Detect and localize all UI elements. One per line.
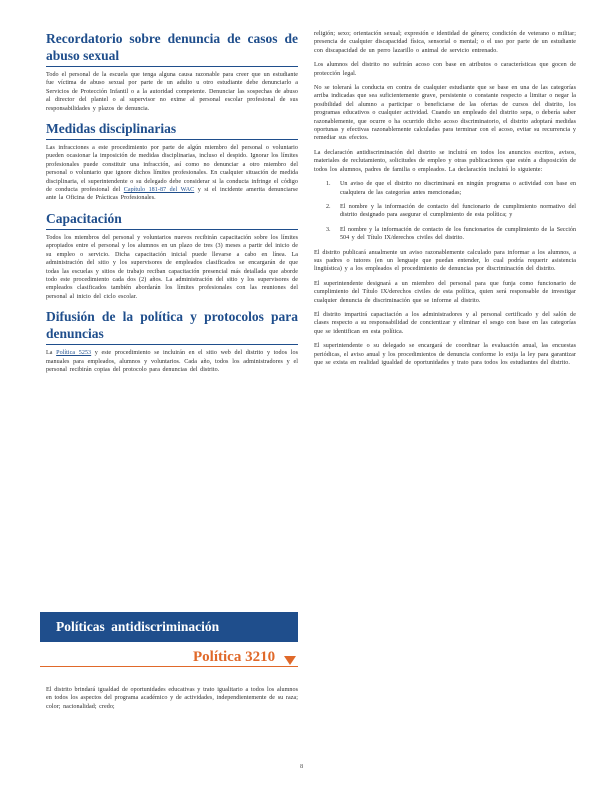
list-item [326, 226, 576, 243]
list-text: Un aviso de que el distrito no discriminará en ningún programa o actividad con base en cualquiera de las categorías antes mencionadas; [340, 181, 576, 196]
policy-divider [40, 666, 298, 667]
left-column [46, 30, 298, 381]
paragraph: religión; sexo; orientación sexual; expresión e identidad de género; condición de veterano o militar; presencia de cualquier discapacidad física, sensorial o mental; o el uso por parte de un estudiante con discapacidad de un perro lazarillo o animal de servicio entrenado. [314, 31, 576, 54]
list-item [326, 180, 576, 197]
section-title: Recordatorio sobre denuncia de casos de abuso sexual [46, 31, 298, 63]
section-title: Capacitación [46, 210, 122, 226]
section-title: Difusión de la política y protocolos para denuncias [46, 309, 298, 342]
list-number: 2. [326, 203, 331, 210]
section-dissemination [46, 308, 298, 374]
triangle-down-icon [284, 656, 296, 665]
section-training [46, 210, 298, 301]
list-text: El nombre y la información de contacto del funcionario de cumplimiento normativo del distrito designado para asegurar el cumplimiento de esta política; y [340, 203, 576, 219]
body-text: y este procedimiento se incluirán en el sitio web del distrito y todos los manuales para empleados, alumnos y voluntarios. Cada año, todos los administradores y el personal recibirán copias del protocolo para denuncias del distrito. [46, 350, 298, 373]
section-body [46, 349, 298, 374]
paragraph: Los alumnos del distrito no sufrirán acoso con base en atributos o características que gocen de protección legal. [314, 62, 576, 77]
paragraph: El superintendente o su delegado se encargará de coordinar la evaluación anual, las encuestas periódicas, el aviso anual y los procedimientos de denuncia conforme lo exija la ley para garantizar que se exista en realidad igualdad de oportunidades y trato para todos los estudiantes del distrito. [314, 343, 576, 366]
wac-chapter-link[interactable]: Capítulo 181-87 del WAC [123, 187, 195, 194]
body-text: La [46, 350, 57, 357]
statement-requirements-list [314, 180, 576, 242]
section-divider [46, 66, 298, 67]
list-text: El nombre y la información de contacto de los funcionarios de cumplimiento de la Sección 504 y del Título IX/derechos civiles del distrito. [340, 226, 576, 242]
section-abuse-reporting [46, 30, 298, 113]
section-title: Medidas disciplinarias [46, 121, 177, 137]
intro-text: El distrito brindará igualdad de oportunidades educativas y trato igualitario a todos los alumnos en todos los aspectos del programa académico y de actividades, independientemente de su raza; color; nacionalidad; credo; [46, 687, 298, 710]
body-text: Las infracciones a este procedimiento por parte de algún miembro del personal o voluntario pueden ocasionar la imposición de medidas disciplinarias, incluso el despido. Ignorar los límites profesionales puede constituir una infracción, así como no denunciar a otro miembro del personal o voluntario que ignore dichos límites profesionales. En cualquier situación de medida disciplinaria, el superintendente o su delegado debe considerar si la conducta infringe el código de conducta profesional del [46, 145, 298, 194]
policy-5253-link[interactable]: Política 5253 [56, 350, 92, 357]
section-divider [46, 139, 298, 140]
policy-intro [46, 686, 298, 711]
section-body: Todo el personal de la escuela que tenga alguna causa razonable para creer que un estudiante fue víctima de abuso sexual por parte de un adulto u otro estudiante debe denunciarlo a Servicios de Protección Infantil o a la autoridad competente. Denunciar las sospechas de abuso al director del plantel o al supervisor no exime al personal escolar profesional de sus responsabilidades y plazos de denuncia. [46, 72, 298, 112]
section-divider [46, 229, 298, 230]
section-body [46, 144, 298, 203]
paragraph: El distrito impartirá capacitación a los administradores y al personal certificado y del salón de clases respecto a su responsabilidad de concientizar y eliminar el sesgo con base en las categorías que se identifican en esta política. [314, 311, 576, 335]
paragraph: El distrito publicará anualmente un aviso razonablemente calculado para informar a los alumnos, a sus padres o tutores (en un lenguaje que puedan entender, lo cual podría requerir asistencia lingüística) y a los empleados el procedimiento de denuncias por discriminación del distrito. [314, 249, 576, 273]
paragraph: No se tolerará la conducta en contra de cualquier estudiante que se base en una de las categorías arriba indicadas que sea suficientemente grave, persistente o constante respecto a limitar o negar la posibilidad del alumno a participar o beneficiarse de las ofertas de cursos del distrito, los programas educativos o cualquier actividad. Cuando un empleado del distrito sepa, o debería saber razonablemente, que ocurre o ha ocurrido dicho acoso discriminatorio, el distrito adoptará medidas oportunas y efectivas razonablemente calculadas para terminar con el acoso, evitar su recurrencia y remediar sus efectos. [314, 85, 576, 142]
page-number: 8 [300, 763, 304, 770]
paragraph: La declaración antidiscriminación del distrito se incluirá en todos los anuncios escritos, avisos, materiales de reclutamiento, solicitudes de empleo y otras publicaciones que estén a disposición de todos los alumnos, padres de familia o empleados. La declaración incluirá lo siguiente: [314, 149, 576, 173]
section-discipline [46, 120, 298, 203]
section-divider [46, 344, 298, 345]
section-body: Todos los miembros del personal y voluntarios nuevos recibirán capacitación sobre los límites apropiados entre el personal y los alumnos en un plazo de tres (3) meses a partir del inicio de su empleo o servicio. Dicha capacitación inicial puede llevarse a cabo en línea. La administración del sitio y los supervisores de empleados clasificados se encargarán de que todas las escuelas y sitios de trabajo reciban capacitación presencial más detallada que aborde todo este procedimiento cada dos (2) años. La administración del sitio y los supervisores de empleados clasificados también abordarán los límites profesionales con las reuniones del personal al inicio del ciclo escolar. [46, 234, 298, 300]
paragraph: El superintendente designará a un miembro del personal para que funja como funcionario de cumplimiento del Título IX/derechos civiles de esta política, quien será responsable de investigar cualquier denuncia de discriminación que se informe al distrito. [314, 280, 576, 304]
policy-number-title: Política 3210 [193, 649, 276, 665]
right-column [314, 30, 576, 373]
antidiscrimination-banner: Políticas antidiscriminación [40, 612, 298, 642]
list-item [326, 203, 576, 220]
body-text: y si el incidente amerita denunciarse ante la Oficina de Prácticas Profesionales. [46, 187, 298, 202]
list-number: 3. [326, 226, 331, 233]
list-number: 1. [326, 181, 331, 188]
